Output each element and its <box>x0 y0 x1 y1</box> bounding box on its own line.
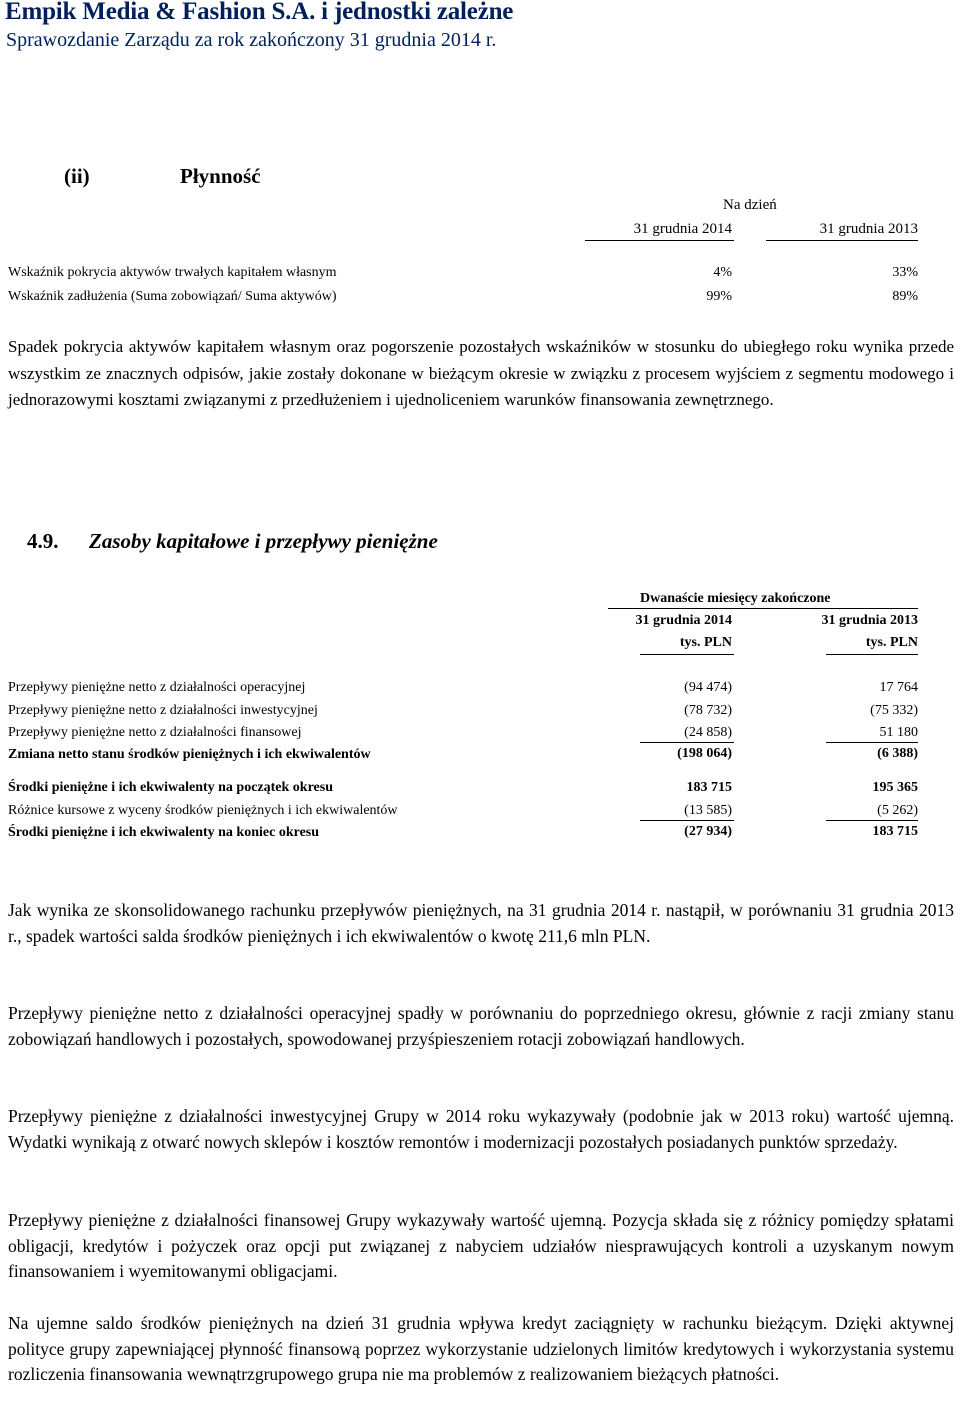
cashflow-row-value-bold: (6 388) <box>877 746 918 761</box>
liquidity-row-value: 99% <box>706 289 732 304</box>
cashflow-row-value: (24 858) <box>684 725 732 740</box>
col-underline <box>826 654 918 655</box>
liquidity-row-value: 4% <box>713 265 732 280</box>
subtotal-line <box>640 742 734 743</box>
subtotal-line <box>826 742 918 743</box>
cashflow-row-value: 17 764 <box>879 680 918 695</box>
cashflow-col-2013: 31 grudnia 2013 <box>821 613 918 628</box>
liquidity-col-2013: 31 grudnia 2013 <box>819 221 918 237</box>
liquidity-row-value: 33% <box>892 265 918 280</box>
body-paragraph: Przepływy pieniężne z działalności finansowej Grupy wykazywały wartość ujemną. Pozycja składa się z różnicy pomiędzy spłatami obligacji, kredytów i pożyczek oraz opcji put związanej z nabyciem udziałów niesprawujących kontroli a uzyskanym nowym finansowaniem i wyemitowanymi obligacjami. <box>8 1210 954 1281</box>
cashflow-row-value: (78 732) <box>684 703 732 718</box>
body-paragraph: Jak wynika ze skonsolidowanego rachunku przepływów pieniężnych, na 31 grudnia 2014 r. nastąpił, w porównaniu 31 grudnia 2013 r., spadek wartości salda środków pieniężnych i ich ekwiwalentów o kwotę 211,6 mln PLN. <box>8 900 954 946</box>
section-number-ii: (ii) <box>64 164 90 188</box>
cashflow-row-value-bold: 183 715 <box>686 780 732 795</box>
section-title-liquidity: Płynność <box>180 164 261 188</box>
unit-label: tys. PLN <box>679 635 732 650</box>
liquidity-paragraph: Spadek pokrycia aktywów kapitałem własnym oraz pogorszenie pozostałych wskaźników w stosunku do ubiegłego roku wynika przede wszystkim ze znacznych odpisów, jakie zostały dokonane w bieżącym okresie w związku z procesem wyjściem z segmentu modowego i jednorazowymi kosztami związanymi z przedłużeniem i ujednoliceniem warunków finansowania zewnętrznego. <box>8 337 954 409</box>
report-company-title: Empik Media & Fashion S.A. i jednostki zależne <box>5 0 514 25</box>
unit-label: tys. PLN <box>865 635 918 650</box>
col-underline <box>640 654 734 655</box>
subtotal-line <box>826 820 918 821</box>
cashflow-row-label: Różnice kursowe z wyceny środków pieniężnych i ich ekwiwalentów <box>8 803 398 818</box>
liquidity-row-label: Wskaźnik zadłużenia (Suma zobowiązań/ Suma aktywów) <box>8 289 337 304</box>
section-title-cashflow: Zasoby kapitałowe i przepływy pieniężne <box>89 529 438 553</box>
cashflow-row-label-bold: Zmiana netto stanu środków pieniężnych i ich ekwiwalentów <box>8 747 371 762</box>
col-underline <box>585 240 734 241</box>
period-label: Dwanaście miesięcy zakończone <box>640 591 831 606</box>
subtotal-line <box>640 820 734 821</box>
cashflow-row-value: (5 262) <box>877 803 918 818</box>
body-paragraph: Przepływy pieniężne z działalności inwestycyjnej Grupy w 2014 roku wykazywały (podobnie jak w 2013 roku) wartość ujemną. Wydatki wynikają z otwarć nowych sklepów i kosztów remontów i modernizacji pozostałych posiadanych punktów sprzedaży. <box>8 1106 954 1152</box>
liquidity-col-2014: 31 grudnia 2014 <box>633 221 732 237</box>
cashflow-row-value: (75 332) <box>870 703 918 718</box>
cashflow-row-label-bold: Środki pieniężne i ich ekwiwalenty na początek okresu <box>8 780 334 795</box>
section-number-4-9: 4.9. <box>27 529 59 553</box>
cashflow-row-label: Przepływy pieniężne netto z działalności inwestycyjnej <box>8 703 318 718</box>
liquidity-row-label: Wskaźnik pokrycia aktywów trwałych kapitałem własnym <box>8 265 337 280</box>
col-underline <box>766 240 918 241</box>
cashflow-row-value-bold: (27 934) <box>684 824 732 839</box>
cashflow-row-value: (94 474) <box>684 680 732 695</box>
as-of-label: Na dzień <box>723 197 777 213</box>
cashflow-row-value: (13 585) <box>684 803 732 818</box>
body-paragraph: Na ujemne saldo środków pieniężnych na dzień 31 grudnia wpływa kredyt zaciągnięty w rachunku bieżącym. Dzięki aktywnej polityce grupy zapewniającej płynność finansową poprzez wykorzystanie udzielonych limitów kredytowych i wykorzystania systemu rozliczenia finansowania wewnątrzgrupowego grupa nie ma problemów z realizowaniem bieżących płatności. <box>8 1313 954 1384</box>
cashflow-row-value: 51 180 <box>879 725 918 740</box>
body-paragraph: Przepływy pieniężne netto z działalności operacyjnej spadły w porównaniu do poprzedniego okresu, głównie z racji zmiany stanu zobowiązań handlowych i pozostałych, spowodowanej przyśpieszeniem rotacji zobowiązań handlowych. <box>8 1003 954 1049</box>
cashflow-row-value-bold: 195 365 <box>872 780 918 795</box>
cashflow-row-label: Przepływy pieniężne netto z działalności finansowej <box>8 725 302 740</box>
period-underline <box>608 608 918 609</box>
cashflow-row-label-bold: Środki pieniężne i ich ekwiwalenty na koniec okresu <box>8 825 320 840</box>
cashflow-row-label: Przepływy pieniężne netto z działalności operacyjnej <box>8 680 306 695</box>
cashflow-row-value-bold: (198 064) <box>677 746 732 761</box>
liquidity-row-value: 89% <box>892 289 918 304</box>
cashflow-row-value-bold: 183 715 <box>872 824 918 839</box>
cashflow-col-2014: 31 grudnia 2014 <box>635 613 732 628</box>
report-subtitle: Sprawozdanie Zarządu za rok zakończony 31 grudnia 2014 r. <box>6 29 497 51</box>
